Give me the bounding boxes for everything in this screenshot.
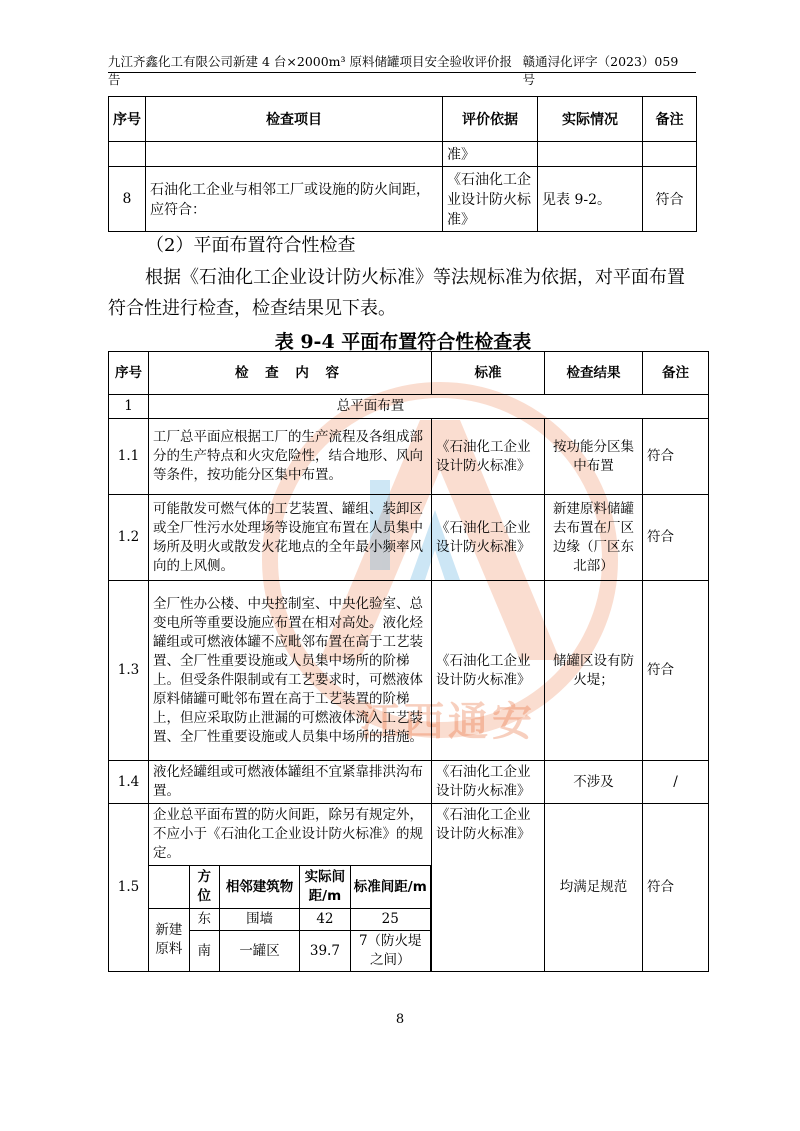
- col-header-standard: 标准: [432, 352, 545, 395]
- check-table-continued: [108, 96, 697, 232]
- header-rule: [108, 72, 696, 73]
- page-number: 8: [395, 1012, 405, 1027]
- distance-subtable: [149, 865, 431, 971]
- sub-cell-standard: 7（防火堤之间）: [350, 931, 430, 972]
- page-header: [108, 52, 694, 88]
- sub-cell-direction: 东: [189, 909, 219, 931]
- table-caption: 表 9-4 平面布置符合性检查表: [274, 331, 532, 353]
- col-header-result: 检查结果: [545, 352, 643, 395]
- cell-standard: 《石油化工企业设计防火标准》: [432, 761, 545, 804]
- cell-no: 1.3: [109, 581, 149, 761]
- group-no: 1: [109, 395, 149, 419]
- cell-content: 可能散发可燃气体的工艺装置、罐组、装卸区或全厂性污水处理场等设施宜布置在人员集中场所及明火或散发火花地点的全年最小频率风向的上风侧。: [149, 495, 432, 581]
- cell-remark: 符合: [643, 419, 709, 495]
- col-header-remark: 备注: [643, 97, 697, 142]
- table-row: [109, 495, 709, 581]
- sub-cell-standard: 25: [350, 909, 430, 931]
- sub-header-standard: 标准间距/m: [350, 866, 430, 909]
- group-title: 总平面布置: [149, 395, 709, 419]
- cell-actual: 见表 9-2。: [538, 167, 643, 232]
- cell-no: 1.4: [109, 761, 149, 804]
- sub-header-direction: 方位: [189, 866, 219, 909]
- cell-content: 工厂总平面应根据工厂的生产流程及各组成部分的生产特点和火灾危险性，结合地形、风向等条件，按功能分区集中布置。: [149, 419, 432, 495]
- cell-remark: /: [643, 761, 709, 804]
- section-paragraph: 根据《石油化工企业设计防火标准》等法规标准为依据，对平面布置符合性进行检查，检查结果见下表。: [108, 267, 685, 319]
- cell-no: 1.1: [109, 419, 149, 495]
- cell-result: 按功能分区集中布置: [545, 419, 643, 495]
- table-row: [109, 761, 709, 804]
- section-heading: （2）平面布置符合性检查: [146, 235, 356, 256]
- table-header-row: [109, 97, 697, 142]
- cell-result: 均满足规范: [545, 804, 643, 972]
- table-row: [109, 142, 697, 167]
- cell-standard: 《石油化工企业设计防火标准》: [432, 419, 545, 495]
- sub-group-label: 新建原料: [149, 909, 189, 972]
- header-right: 赣通浔化评字（2023）059 号: [522, 54, 679, 87]
- header-left: 九江齐鑫化工有限公司新建 4 台×2000m³ 原料储罐项目安全验收评价报告: [108, 54, 513, 87]
- cell-no: 1.5: [109, 804, 149, 972]
- table-row: [109, 419, 709, 495]
- cell-standard: 《石油化工企业设计防火标准》: [432, 495, 545, 581]
- table-row: [109, 581, 709, 761]
- cell-remark: 符合: [643, 804, 709, 972]
- table-row: [109, 167, 697, 232]
- watermark-text: 江西通安: [360, 699, 536, 745]
- col-header-remark: 备注: [643, 352, 709, 395]
- cell-content-nested: [149, 804, 432, 972]
- table-row: [109, 804, 709, 972]
- col-header-no: 序号: [109, 97, 146, 142]
- layout-check-table: [108, 351, 709, 972]
- col-header-basis: 评价依据: [443, 97, 538, 142]
- group-row: [109, 395, 709, 419]
- cell-basis-continued: 准》: [443, 142, 538, 167]
- subtable-header-row: [149, 866, 431, 909]
- sub-cell-direction: 南: [189, 931, 219, 972]
- sub-cell-actual: 42: [300, 909, 350, 931]
- col-header-no: 序号: [109, 352, 149, 395]
- cell-no: 1.2: [109, 495, 149, 581]
- cell-standard: 《石油化工企业设计防火标准》: [432, 581, 545, 761]
- cell-result: 储罐区设有防火堤；: [545, 581, 643, 761]
- cell-remark: 符合: [643, 167, 697, 232]
- cell-content: 企业总平面布置的防火间距，除另有规定外，不应小于《石油化工企业设计防火标准》的规定。: [153, 807, 423, 861]
- cell-content: 液化烃罐组或可燃液体罐组不宜紧靠排洪沟布置。: [149, 761, 432, 804]
- cell-result: 不涉及: [545, 761, 643, 804]
- sub-header-building: 相邻建筑物: [219, 866, 299, 909]
- sub-cell-building: 一罐区: [219, 931, 299, 972]
- col-header-actual: 实际情况: [538, 97, 643, 142]
- cell-remark: 符合: [643, 581, 709, 761]
- cell-content: 全厂性办公楼、中央控制室、中央化验室、总变电所等重要设施应布置在相对高处。液化烃罐组或可燃液体罐不应毗邻布置在高于工艺装置、全厂性重要设施或人员集中场所的阶梯上。但受条件限制或有工艺要求时，可燃液体原料储罐可毗邻布置在高于工艺装置的阶梯上，但应采取防止泄漏的可燃液体流入工艺装置、全厂性重要设施或人员集中场所的措施。: [149, 581, 432, 761]
- cell-no: 8: [109, 167, 146, 232]
- cell-item: 石油化工企业与相邻工厂或设施的防火间距，应符合：: [146, 167, 443, 232]
- cell-remark: 符合: [643, 495, 709, 581]
- subtable-row: [149, 909, 431, 931]
- cell-result: 新建原料储罐去布置在厂区边缘（厂区东北部）: [545, 495, 643, 581]
- cell-basis: 《石油化工企业设计防火标准》: [443, 167, 538, 232]
- subtable-row: [149, 931, 431, 972]
- sub-cell-building: 围墙: [219, 909, 299, 931]
- col-header-item: 检查项目: [146, 97, 443, 142]
- sub-header-actual: 实际间距/m: [300, 866, 350, 909]
- cell-standard: 《石油化工企业设计防火标准》: [432, 804, 545, 972]
- sub-cell-actual: 39.7: [300, 931, 350, 972]
- table-header-row: [109, 352, 709, 395]
- col-header-content: 检 查 内 容: [149, 352, 432, 395]
